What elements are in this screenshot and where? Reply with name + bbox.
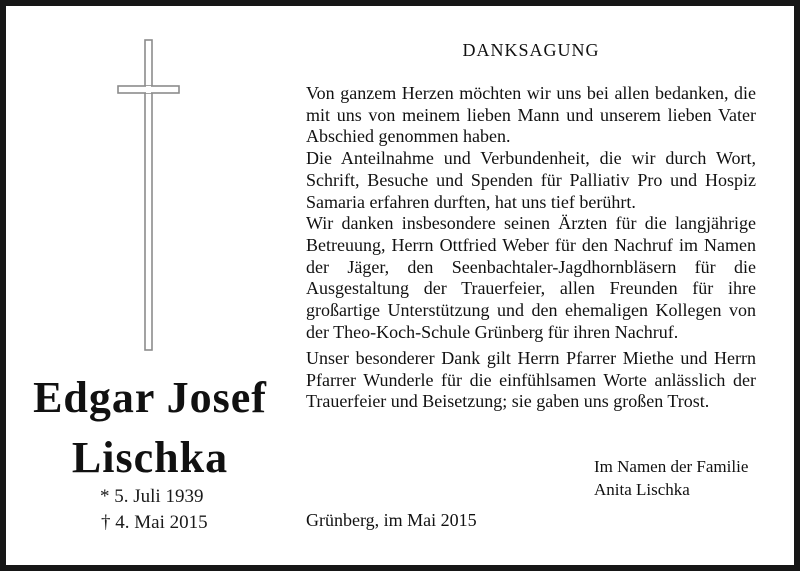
place-and-date: Grünberg, im Mai 2015 xyxy=(306,510,477,530)
notice-heading: DANKSAGUNG xyxy=(462,40,600,60)
deceased-last-name: Lischka xyxy=(71,433,229,482)
deceased-first-names: Edgar Josef xyxy=(33,373,267,422)
thanks-sentence: Die Anteilnahme und Verbundenheit, die wir durch Wort, Schrift, Besuche und Spenden für Palliativ Pro und Hospiz Samaria erfahren durften, hat uns tief berührt. xyxy=(306,148,756,212)
thanks-sentence: Wir danken insbesondere seinen Ärzten für die langjährige Betreuung, Herrn Ottfried Weber für den Nachruf im Namen der Jäger, den Seenbachtaler-Jagdhornbläsern für die Ausgestaltung der Trauerfeier, allen Freunden für ihre großartige Unterstützung und den ehemaligen Kollegen von der Theo-Koch-Schule Grünberg für ihren Nachruf. xyxy=(306,213,756,342)
cross-icon xyxy=(0,0,300,360)
thanks-paragraph xyxy=(306,83,756,343)
death-date: † 4. Mai 2015 xyxy=(101,512,208,533)
thanks-sentence: Von ganzem Herzen möchten wir uns bei allen bedanken, die mit uns von meinem lieben Mann und unserem lieben Vater Abschied genommen haben. xyxy=(306,83,756,147)
signature-line-2: Anita Lischka xyxy=(594,480,690,499)
birth-date: * 5. Juli 1939 xyxy=(100,486,204,507)
special-thanks-paragraph: Unser besonderer Dank gilt Herrn Pfarrer Miethe und Herrn Pfarrer Wunderle für die einfühlsamen Worte anlässlich der Trauerfeier und Beisetzung; sie gaben uns großen Trost. xyxy=(306,348,756,412)
signature-line-1: Im Namen der Familie xyxy=(594,457,749,476)
